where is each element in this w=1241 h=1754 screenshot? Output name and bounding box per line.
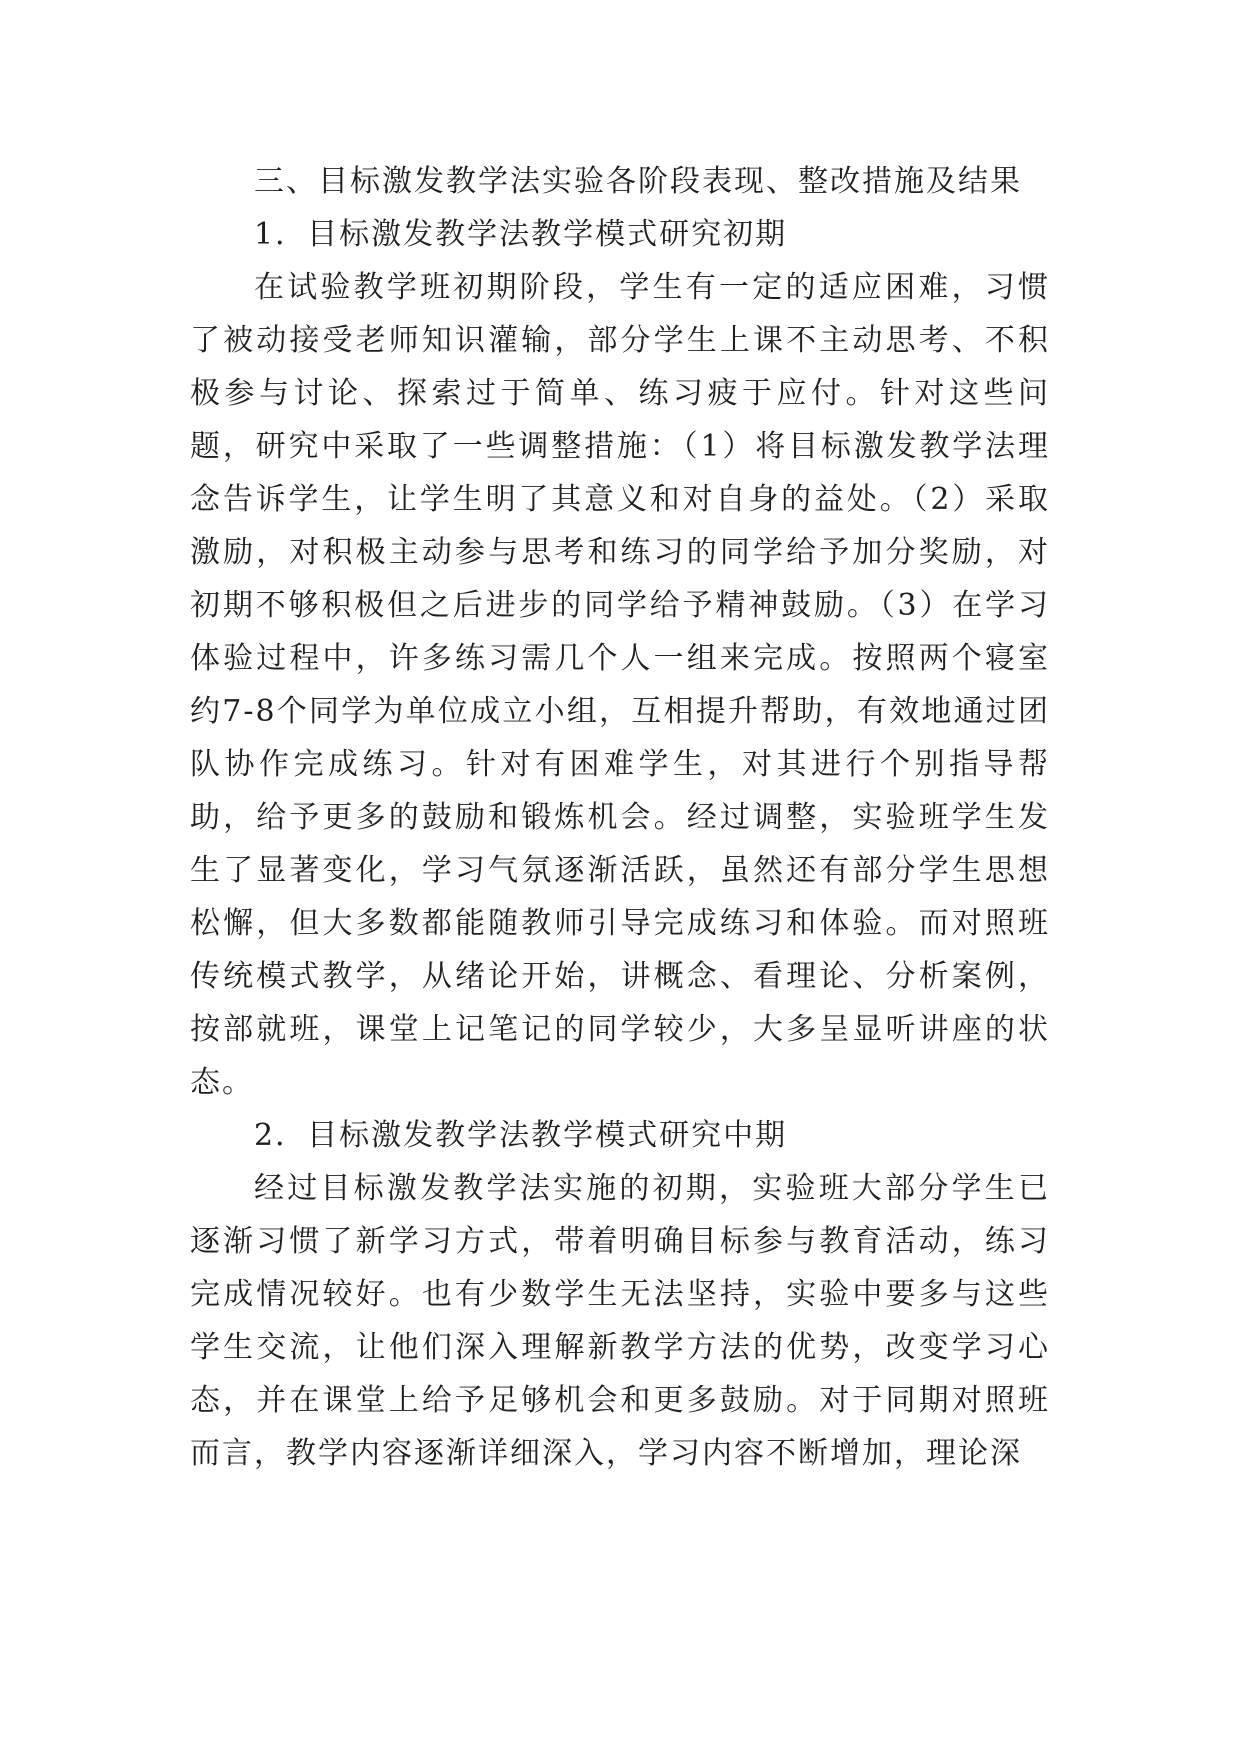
document-body: [190, 155, 1050, 1480]
paragraph-initial-stage: 在试验教学班初期阶段，学生有一定的适应困难，习惯了被动接受老师知识灌输，部分学生上课不主动思考、不积极参与讨论、探索过于简单、练习疲于应付。针对这些问题，研究中采取了一些调整措施：（1）将目标激发教学法理念告诉学生，让学生明了其意义和对自身的益处。（2）采取激励，对积极主动参与思考和练习的同学给予加分奖励，对初期不够积极但之后进步的同学给予精神鼓励。（3）在学习体验过程中，许多练习需几个人一组来完成。按照两个寝室约7-8个同学为单位成立小组，互相提升帮助，有效地通过团队协作完成练习。针对有困难学生，对其进行个别指导帮助，给予更多的鼓励和锻炼机会。经过调整，实验班学生发生了显著变化，学习气氛逐渐活跃，虽然还有部分学生思想松懈，但大多数都能随教师引导完成练习和体验。而对照班传统模式教学，从绪论开始，讲概念、看理论、分析案例，按部就班，课堂上记笔记的同学较少，大多呈显听讲座的状态。: [190, 270, 1050, 1100]
paragraph-middle-stage: 经过目标激发教学法实施的初期，实验班大部分学生已逐渐习惯了新学习方式，带着明确目标参与教育活动，练习完成情况较好。也有少数学生无法坚持，实验中要多与这些学生交流，让他们深入理解新教学方法的优势，改变学习心态，并在课堂上给予足够机会和更多鼓励。对于同期对照班而言，教学内容逐渐详细深入，学习内容不断增加，理论深: [190, 1171, 1050, 1471]
section-heading: 三、目标激发教学法实验各阶段表现、整改措施及结果: [254, 164, 1022, 199]
sub-heading-middle-stage: 2．目标激发教学法教学模式研究中期: [254, 1118, 788, 1153]
sub-heading-initial-stage: 1．目标激发教学法教学模式研究初期: [254, 217, 788, 252]
